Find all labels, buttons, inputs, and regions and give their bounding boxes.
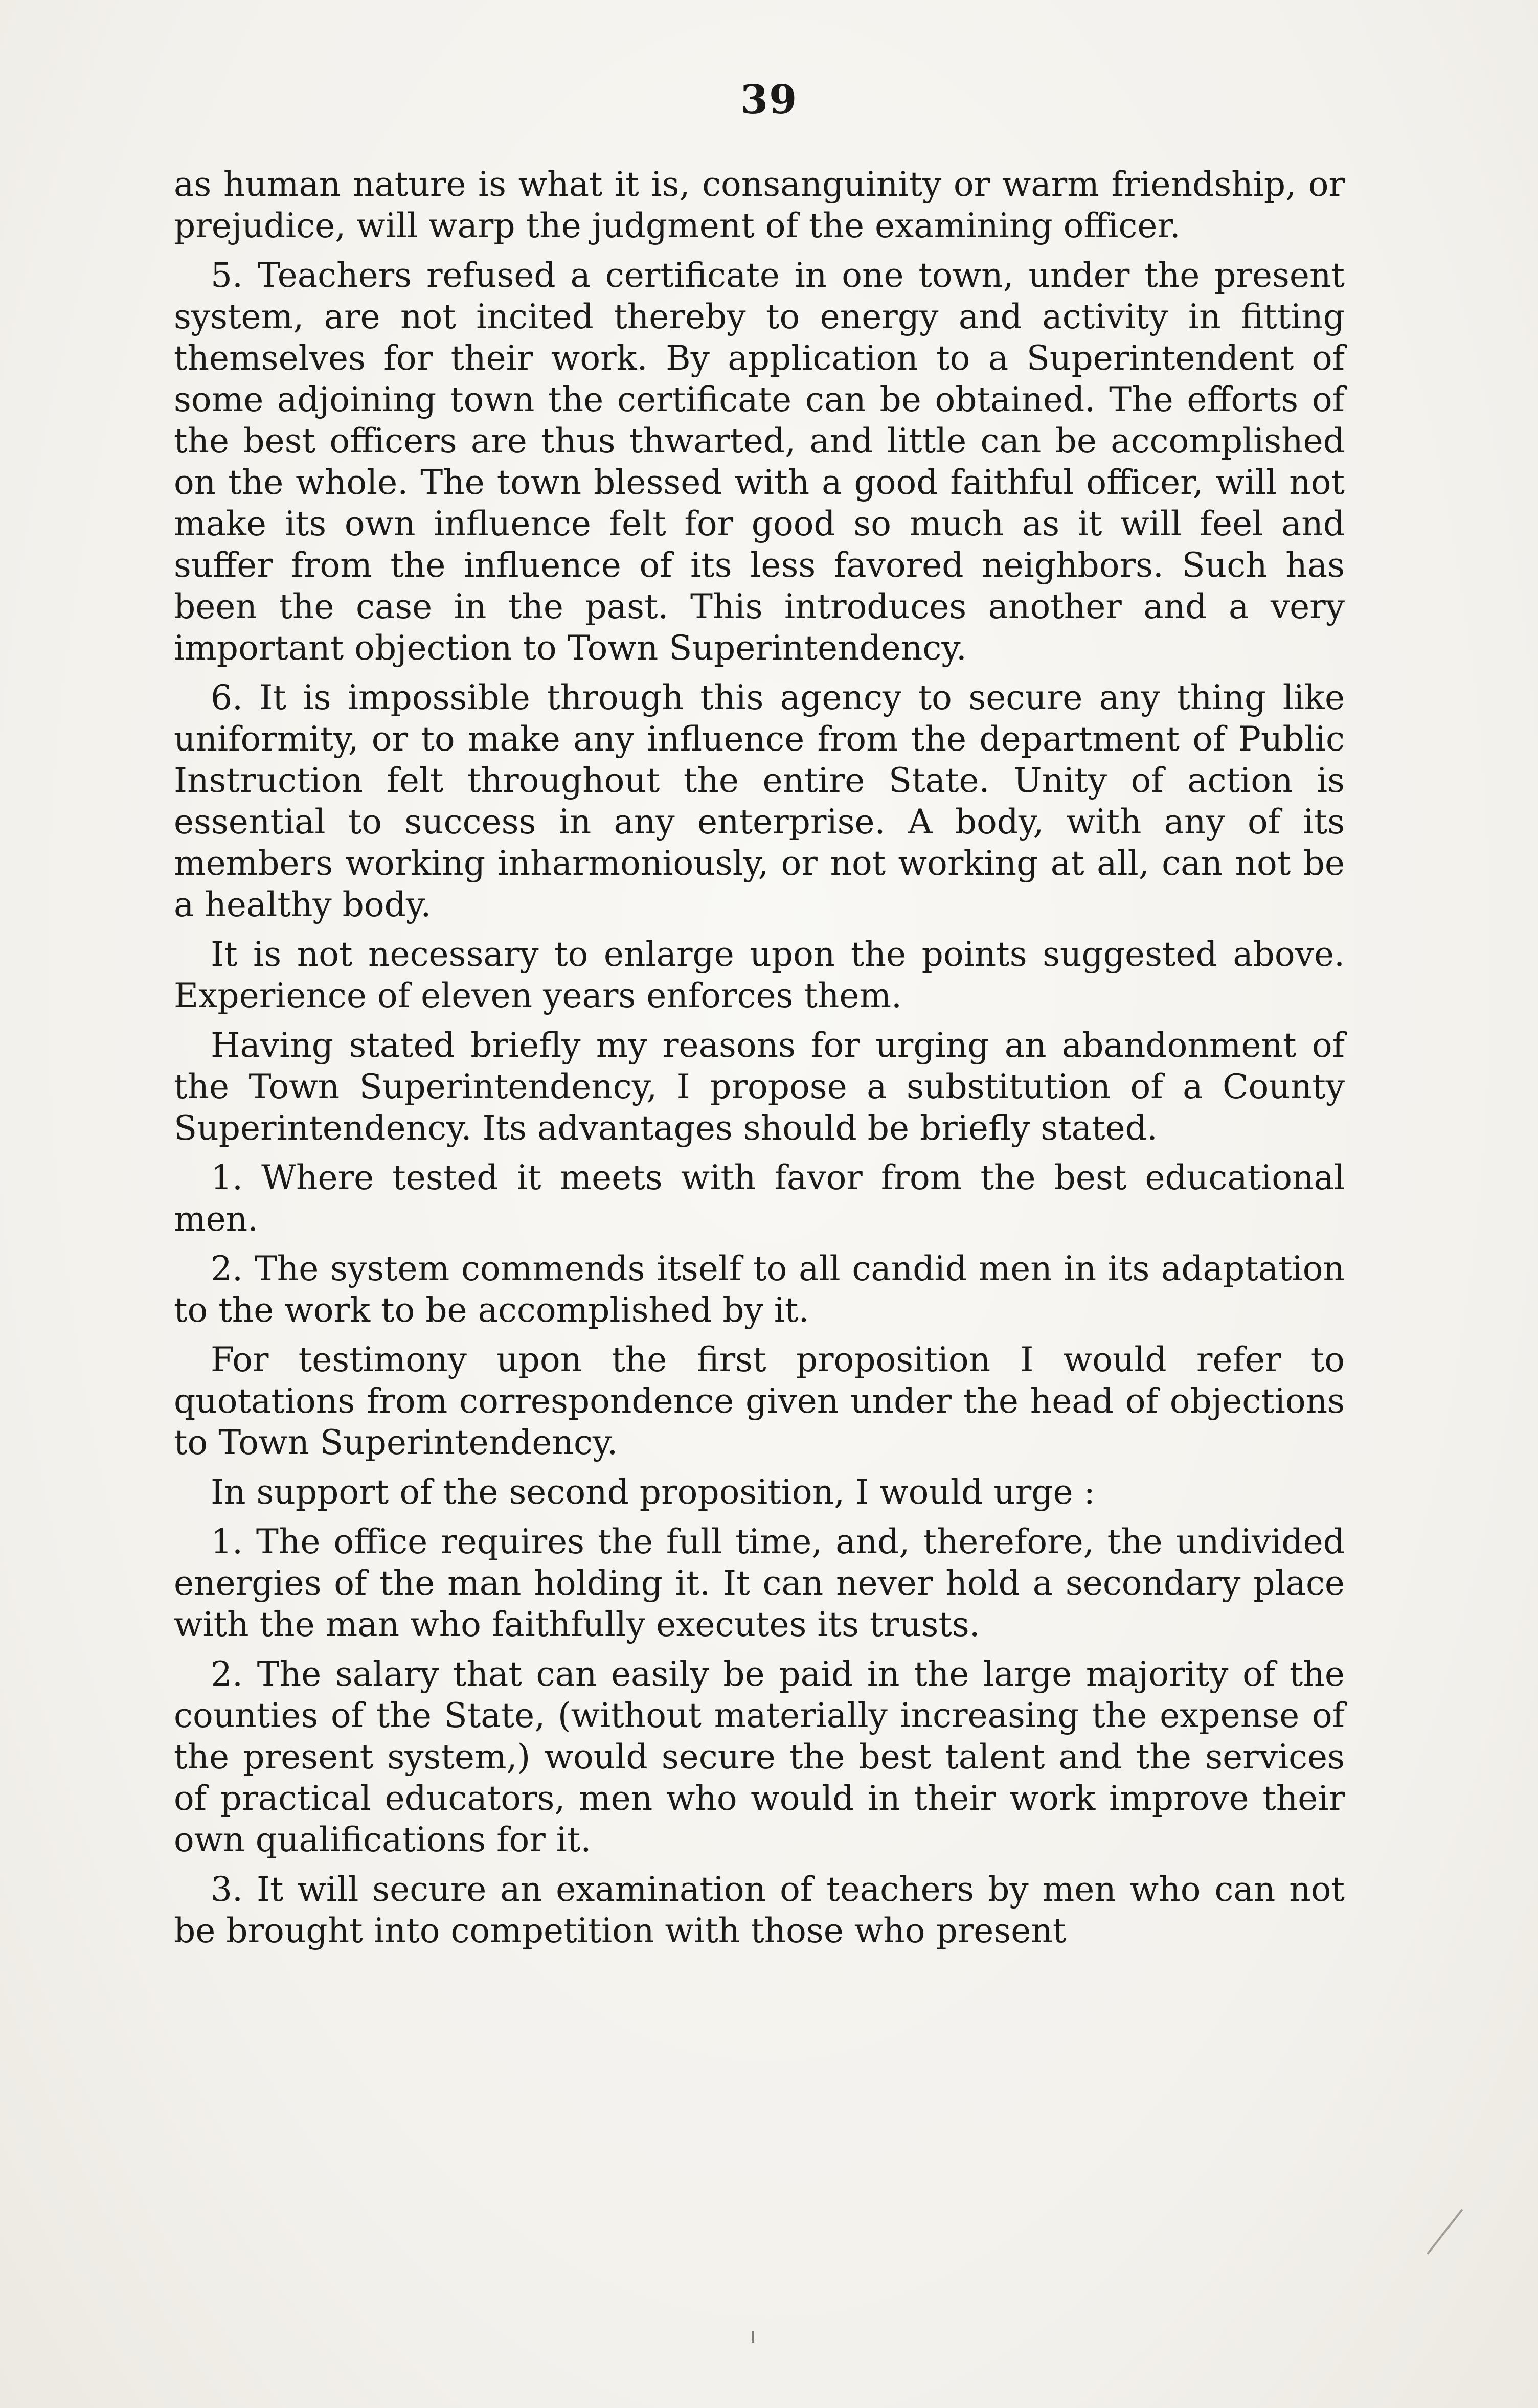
ink-speck [752, 2331, 754, 2343]
paragraph-in-support: In support of the second proposition, I would urge : [211, 1472, 1095, 1512]
paragraph-objection-5: 5. Teachers refused a certificate in one town, under the present system, are not incited thereby to energy and activity in fitting themselves for their work. By application to a Superintendent of some adjoining town the certificate can be obtained. The efforts of the best officers are thus thwarted, and little can be accomplished on the whole. The town blessed with a good faithful officer, will not make its own influence felt for good so much as it will feel and suffer from the influence of its less favored neighbors. Such has been the case in the past. This introduces another and a very important objection to Town Superintendency. [174, 256, 1345, 668]
paragraph-not-necessary: It is not necessary to enlarge upon the points suggested above. Experience of eleven years enforces them. [174, 935, 1345, 1015]
paragraph-having-stated: Having stated briefly my reasons for urging an abandonment of the Town Superintendency, I propose a substitution of a County Superintendency. Its advantages should be briefly stated. [174, 1026, 1345, 1148]
paragraph-testimony: For testimony upon the first proposition I would refer to quotations from correspondence given under the head of objections to Town Superintendency. [174, 1340, 1345, 1462]
body-text [174, 164, 1345, 1960]
pencil-mark [1427, 2209, 1463, 2254]
paragraph-reason-3: 3. It will secure an examination of teachers by men who can not be brought into competition with those who present [174, 1870, 1345, 1950]
paragraph-advantage-2: 2. The system commends itself to all candid men in its adaptation to the work to be accomplished by it. [174, 1249, 1345, 1330]
paragraph-objection-6: 6. It is impossible through this agency to secure any thing like uniformity, or to make any influence from the department of Public Instruction felt throughout the entire State. Unity of action is essential to success in any enterprise. A body, with any of its members working inharmoniously, or not working at all, can not be a healthy body. [174, 678, 1345, 924]
paragraph-reason-2: 2. The salary that can easily be paid in the large majority of the counties of the State, (without materially increasing the expense of the present system,) would secure the best talent and the services of practical educators, men who would in their work improve their own qualifications for it. [174, 1654, 1345, 1859]
paragraph-continuation: as human nature is what it is, consanguinity or warm friendship, or prejudice, will warp the judgment of the examining officer. [174, 165, 1345, 245]
paragraph-advantage-1: 1. Where tested it meets with favor from the best educational men. [174, 1158, 1345, 1239]
page-number: 39 [740, 77, 798, 123]
paragraph-reason-1: 1. The office requires the full time, and, therefore, the undivided energies of the man holding it. It can never hold a secondary place with the man who faithfully executes its trusts. [174, 1522, 1345, 1644]
